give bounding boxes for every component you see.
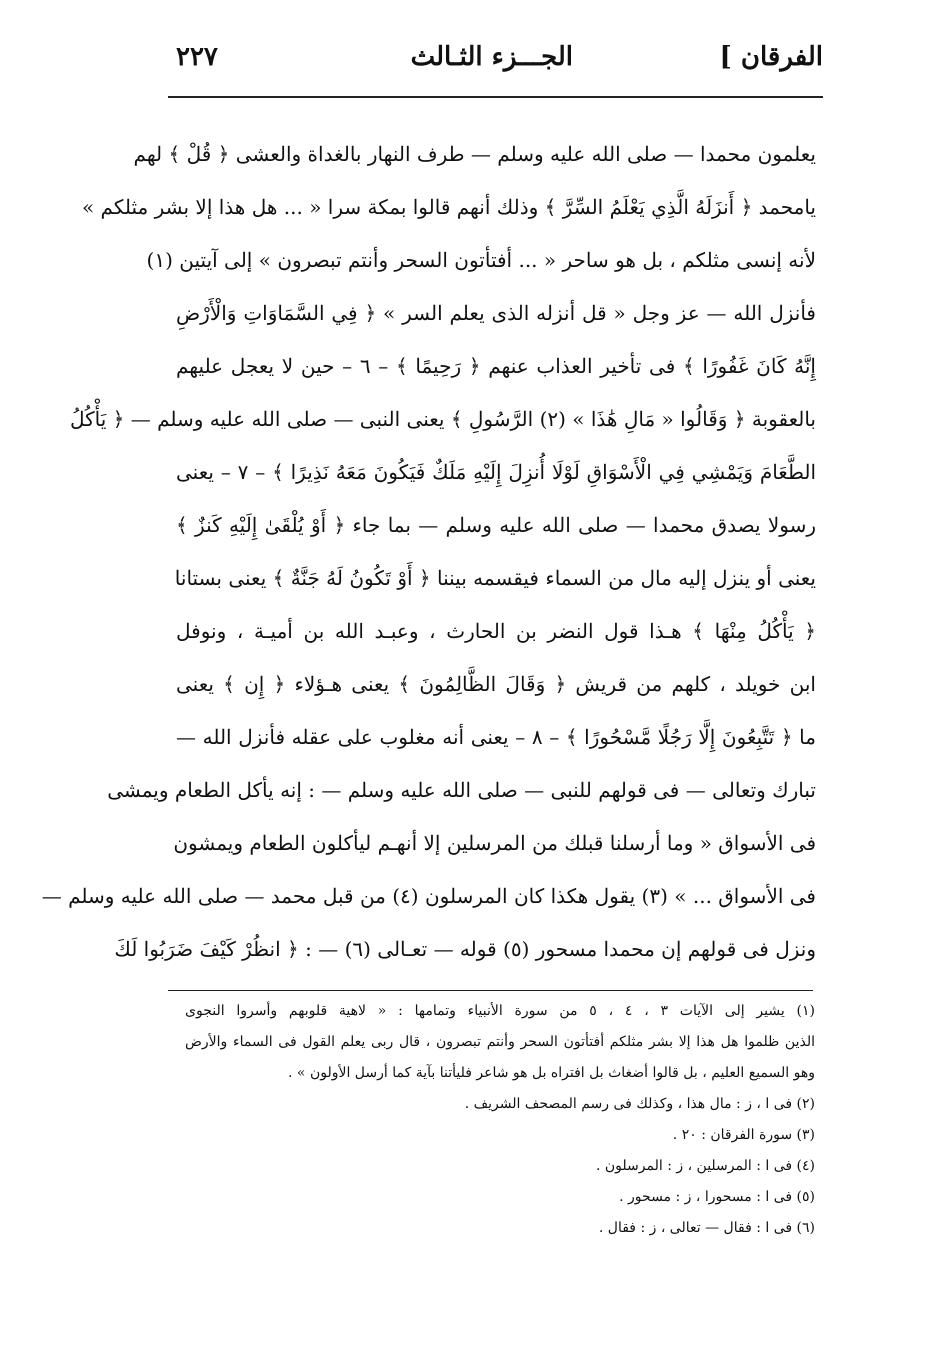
text-line: إِنَّهُ كَانَ غَفُورًا ﴾ فى تأخير العذاب عنهم ﴿ رَحِيمًا ﴾ – ٦ – حين لا يعجل عليهم (176, 354, 816, 378)
footnote-line: الذين ظلموا هل هذا إلا بشر مثلكم أفتأتون السحر وأنتم تبصرون ، قال ربى يعلم القول فى السماء والأرض (185, 1034, 815, 1050)
footnote-line: (٣) سورة الفرقان : ٢٠ . (672, 1127, 815, 1143)
text-line: الطَّعَامَ وَيَمْشِي فِي الْأَسْوَاقِ لَوْلَا أُنزِلَ إِلَيْهِ مَلَكٌ فَيَكُونَ مَعَهُ نَذِيرًا ﴾ – ٧ – يعنى (176, 460, 817, 484)
page-number: ٢٢٧ (176, 42, 218, 72)
footnote-line: (٤) فى ا : المرسلين ، ز : المرسلون . (595, 1158, 815, 1174)
text-line: بالعقوبة ﴿ وَقَالُوا « مَالِ هَٰذَا » (٢) الرَّسُولِ ﴾ يعنى النبى — صلى الله عليه وسلم — ﴿ يَأْكُلُ (69, 407, 816, 431)
text-line: لأنه إنسى مثلكم ، بل هو ساحر « ... أفتأتون السحر وأنتم تبصرون » إلى آيتين (١) (146, 248, 816, 272)
footnote-line: (٢) فى ا ، ز : مال هذا ، وكذلك فى رسم المصحف الشريف . (464, 1096, 815, 1112)
text-line: رسولا يصدق محمدا — صلى الله عليه وسلم — بما جاء ﴿ أَوْ يُلْقَىٰ إِلَيْهِ كَنزٌ ﴾ (176, 513, 816, 537)
text-line: تبارك وتعالى — فى قولهم للنبى — صلى الله عليه وسلم — : إنه يأكل الطعام ويمشى (107, 778, 816, 802)
footnote-rule (168, 990, 813, 991)
text-line: يعلمون محمدا — صلى الله عليه وسلم — طرف النهار بالغداة والعشى ﴿ قُلْ ﴾ لهم (133, 142, 816, 166)
text-line: ونزل فى قولهم إن محمدا مسحور (٥) قوله — تعـالى (٦) — : ﴿ انظُرْ كَيْفَ ضَرَبُوا لَكَ (114, 937, 816, 961)
footnote-line: (٥) فى ا : مسحورا ، ز : مسحور . (619, 1189, 815, 1205)
text-line: يعنى أو ينزل إليه مال من السماء فيقسمه بيننا ﴿ أَوْ تَكُونُ لَهُ جَنَّةٌ ﴾ يعنى بستانا (174, 566, 816, 590)
footnote-line: (١) يشير إلى الآيات ٣ ، ٤ ، ٥ من سورة الأنبياء وتمامها : « لاهية قلوبهم وأسروا النجوى (185, 1003, 815, 1019)
footnote-line: وهو السميع العليم ، بل قالوا أضغاث بل افتراه بل هو شاعر فليأتنا بآية كما أرسل الأولون » . (288, 1065, 815, 1081)
header-rule (168, 96, 823, 98)
part-title: الجـــزء الثـالث (410, 42, 573, 72)
text-line: فأنزل الله — عز وجل « قل أنزله الذى يعلم السر » ﴿ فِي السَّمَاوَاتِ وَالْأَرْضِ (176, 301, 816, 325)
text-line: فى الأسواق « وما أرسلنا قبلك من المرسلين إلا أنهـم ليأكلون الطعام ويمشون (173, 831, 816, 855)
footnote-line: (٦) فى ا : فقال — تعالى ، ز : فقال . (598, 1220, 815, 1236)
footnotes (185, 996, 815, 1244)
text-line: ﴿ يَأْكُلُ مِنْهَا ﴾ هـذا قول النضر بن الحارث ، وعبـد الله بن أميـة ، ونوفل (176, 619, 816, 643)
text-line: يامحمد ﴿ أَنزَلَهُ الَّذِي يَعْلَمُ السِّرَّ ﴾ وذلك أنهم قالوا بمكة سرا « ... هل هذا إلا بشر مثلكم » (81, 195, 816, 219)
main-text (41, 128, 817, 976)
text-line: ابن خويلد ، كلهم من قريش ﴿ وَقَالَ الظَّالِمُونَ ﴾ يعنى هـؤلاء ﴿ إِن ﴾ يعنى (176, 672, 816, 696)
text-line: فى الأسواق ... » (٣) يقول هكذا كان المرسلون (٤) من قبل محمد — صلى الله عليه وسلم — (41, 884, 816, 908)
running-title: الفرقان ] (719, 42, 823, 72)
text-line: ما ﴿ تَتَّبِعُونَ إِلَّا رَجُلًا مَّسْحُورًا ﴾ – ٨ – يعنى أنه مغلوب على عقله فأنزل الله — (176, 725, 816, 749)
page-header (168, 40, 823, 86)
